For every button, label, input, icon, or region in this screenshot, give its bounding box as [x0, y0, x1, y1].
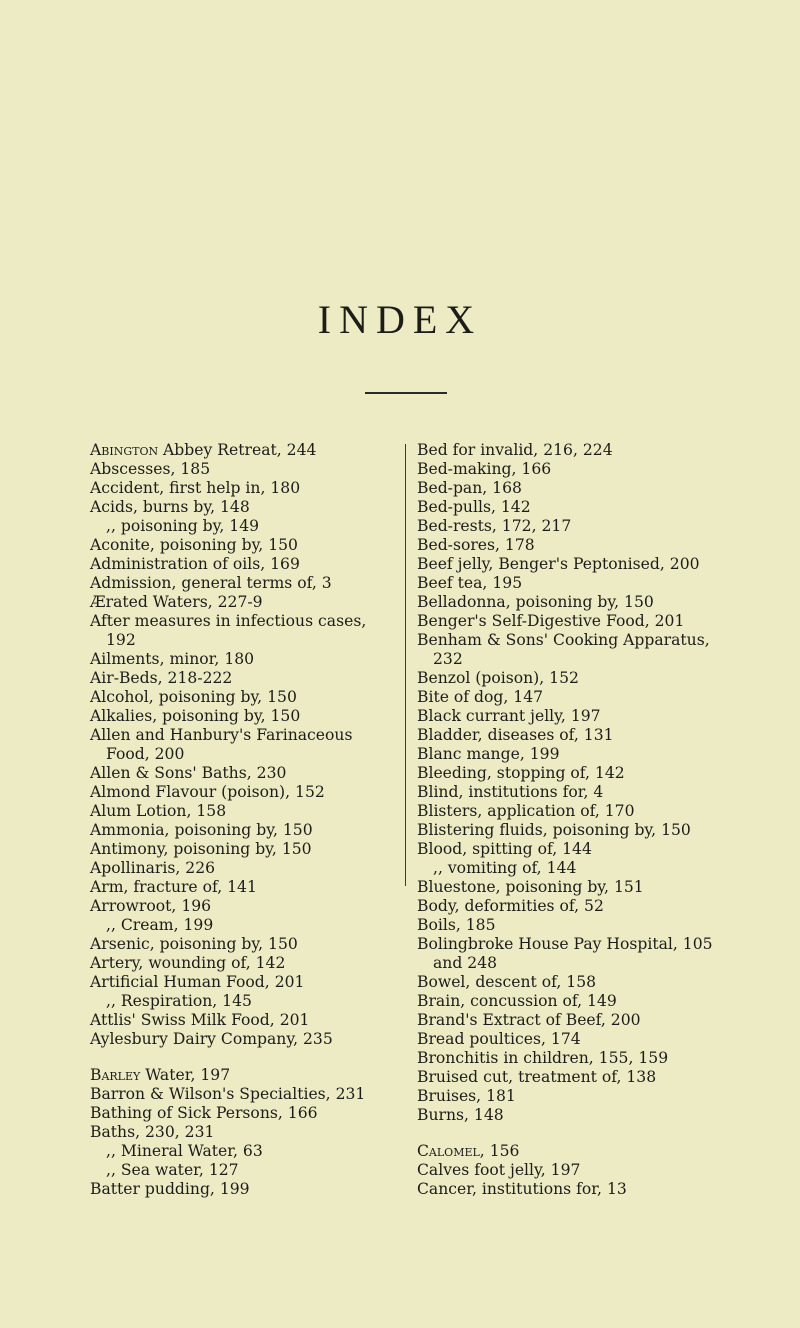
index-entry-text: Boils, 185 [417, 916, 496, 934]
ditto-mark: ,, [106, 1142, 121, 1160]
index-entry [90, 650, 390, 669]
index-entry-text: Respiration, 145 [120, 992, 252, 1010]
index-entry-text: Arsenic, poisoning by, 150 [90, 935, 298, 953]
index-entry-text: Admission, general terms of, 3 [90, 574, 332, 592]
index-entry [90, 821, 390, 840]
index-entry [417, 821, 717, 840]
index-entry [417, 669, 717, 688]
index-entry [90, 555, 390, 574]
column-divider [405, 444, 406, 886]
index-entry [417, 536, 717, 555]
index-entry-text: Bed-pan, 168 [417, 479, 522, 497]
index-entry [417, 1106, 717, 1125]
index-entry [417, 1180, 717, 1199]
ditto-mark: ,, [106, 1161, 121, 1179]
index-entry [417, 1030, 717, 1049]
index-entry [417, 764, 717, 783]
index-entry [417, 878, 717, 897]
index-entry-text: Brain, concussion of, 149 [417, 992, 617, 1010]
index-entry [90, 916, 390, 935]
index-entry [90, 669, 390, 688]
index-entry [90, 726, 390, 764]
index-entry-text: After measures in infectious cases, 192 [90, 612, 367, 649]
index-entry [90, 498, 390, 517]
index-entry [90, 574, 390, 593]
ditto-mark: ,, [433, 859, 448, 877]
index-entry [90, 593, 390, 612]
index-entry [90, 1142, 390, 1161]
index-entry-text: Bed for invalid, 216, 224 [417, 441, 613, 459]
index-entry [90, 1030, 390, 1049]
index-entry [417, 1049, 717, 1068]
index-entry [90, 1161, 390, 1180]
index-entry-text: Apollinaris, 226 [90, 859, 216, 877]
index-entry [90, 1104, 390, 1123]
index-entry-text: Attlis' Swiss Milk Food, 201 [90, 1011, 310, 1029]
index-entry [417, 745, 717, 764]
index-entry-text: Arrowroot, 196 [90, 897, 212, 915]
index-entry [90, 517, 390, 536]
index-entry-text: Benham & Sons' Cooking Apparatus, 232 [417, 631, 710, 668]
index-entry-text: vomiting of, 144 [447, 859, 577, 877]
index-entry [90, 859, 390, 878]
index-entry [417, 916, 717, 935]
index-entry-text: Bite of dog, 147 [417, 688, 544, 706]
index-entry-text: Alcohol, poisoning by, 150 [90, 688, 297, 706]
index-entry-text: Almond Flavour (poison), 152 [90, 783, 325, 801]
index-entry [417, 840, 717, 859]
index-entry-text: Cream, 199 [120, 916, 214, 934]
index-entry-text: Abbey Retreat, 244 [158, 441, 317, 459]
index-entry-text: Allen and Hanbury's Farinaceous Food, 200 [90, 726, 353, 763]
index-entry [417, 574, 717, 593]
index-entry [417, 935, 717, 973]
index-entry-text: Aylesbury Dairy Company, 235 [90, 1030, 333, 1048]
index-entry-text: Bed-rests, 172, 217 [417, 517, 572, 535]
index-entry-text: Ailments, minor, 180 [90, 650, 255, 668]
index-entry [90, 460, 390, 479]
index-entry [417, 479, 717, 498]
index-entry-text: Air-Beds, 218-222 [90, 669, 233, 687]
index-entry [417, 783, 717, 802]
index-entry [90, 1085, 390, 1104]
index-entry-text: Water, 197 [140, 1066, 231, 1084]
index-entry [90, 441, 390, 460]
index-entry [417, 973, 717, 992]
index-entry [417, 631, 717, 669]
index-entry-text: Benger's Self-Digestive Food, 201 [417, 612, 685, 630]
index-entry [90, 1066, 390, 1085]
index-entry [417, 1142, 717, 1161]
index-entry [417, 1161, 717, 1180]
index-entry [90, 1011, 390, 1030]
index-entry-text: Bread poultices, 174 [417, 1030, 581, 1048]
index-entry-text: Artificial Human Food, 201 [90, 973, 305, 991]
index-entry-text: Bluestone, poisoning by, 151 [417, 878, 644, 896]
index-entry [90, 954, 390, 973]
index-entry [90, 973, 390, 992]
index-entry-text: Bowel, descent of, 158 [417, 973, 597, 991]
index-entry [90, 840, 390, 859]
index-entry [90, 802, 390, 821]
index-entry-text: Sea water, 127 [120, 1161, 239, 1179]
index-entry-text: Belladonna, poisoning by, 150 [417, 593, 654, 611]
index-entry [417, 441, 717, 460]
index-entry [417, 992, 717, 1011]
index-entry [417, 726, 717, 745]
index-entry [417, 802, 717, 821]
index-entry-text: Bruised cut, treatment of, 138 [417, 1068, 657, 1086]
index-entry [90, 536, 390, 555]
index-entry [90, 688, 390, 707]
index-entry-text: Beef tea, 195 [417, 574, 523, 592]
index-entry-text: Alum Lotion, 158 [90, 802, 227, 820]
index-entry-text: Beef jelly, Benger's Peptonised, 200 [417, 555, 700, 573]
index-column-left [90, 441, 390, 1199]
title-rule [365, 392, 447, 394]
index-entry [417, 612, 717, 631]
index-entry-text: Aconite, poisoning by, 150 [90, 536, 298, 554]
index-entry-text: Bed-making, 166 [417, 460, 552, 478]
page-title: INDEX [317, 297, 483, 342]
index-entry-lead: Abington [90, 441, 159, 459]
index-entry [417, 859, 717, 878]
index-entry [90, 707, 390, 726]
index-entry-text: poisoning by, 149 [120, 517, 260, 535]
index-entry-lead: Calomel [417, 1142, 480, 1160]
index-entry [417, 1068, 717, 1087]
index-entry-text: Arm, fracture of, 141 [90, 878, 257, 896]
index-entry [90, 764, 390, 783]
index-entry-text: Blood, spitting of, 144 [417, 840, 592, 858]
index-entry [90, 479, 390, 498]
index-entry [417, 460, 717, 479]
index-entry-text: Batter pudding, 199 [90, 1180, 250, 1198]
ditto-mark: ,, [106, 517, 121, 535]
ditto-mark: ,, [106, 916, 121, 934]
index-entry-text: Ammonia, poisoning by, 150 [90, 821, 313, 839]
index-entry-text: Bleeding, stopping of, 142 [417, 764, 625, 782]
index-entry [417, 555, 717, 574]
index-entry [90, 783, 390, 802]
index-entry [90, 935, 390, 954]
index-entry-text: Bolingbroke House Pay Hospital, 105 and 248 [417, 935, 713, 972]
index-column-right [417, 441, 717, 1199]
index-entry-text: Bathing of Sick Persons, 166 [90, 1104, 318, 1122]
index-entry [417, 707, 717, 726]
index-entry [90, 612, 390, 650]
index-entry-text: Bed-sores, 178 [417, 536, 535, 554]
index-entry [417, 897, 717, 916]
index-entry [90, 992, 390, 1011]
index-entry [417, 498, 717, 517]
index-entry-text: Alkalies, poisoning by, 150 [90, 707, 301, 725]
index-entry [417, 688, 717, 707]
index-entry-text: Administration of oils, 169 [90, 555, 300, 573]
index-entry-text: Bronchitis in children, 155, 159 [417, 1049, 669, 1067]
index-entry-text: Barron & Wilson's Specialties, 231 [90, 1085, 366, 1103]
index-entry-text: Calves foot jelly, 197 [417, 1161, 581, 1179]
index-entry [90, 897, 390, 916]
index-entry-text: Bladder, diseases of, 131 [417, 726, 614, 744]
index-entry [417, 593, 717, 612]
index-entry-text: Black currant jelly, 197 [417, 707, 601, 725]
index-entry-text: Bed-pulls, 142 [417, 498, 531, 516]
ditto-mark: ,, [106, 992, 121, 1010]
index-entry-text: Artery, wounding of, 142 [90, 954, 286, 972]
index-entry-text: Blind, institutions for, 4 [417, 783, 604, 801]
index-entry-text: Ærated Waters, 227-9 [90, 593, 263, 611]
index-entry [417, 1011, 717, 1030]
index-entry-text: Bruises, 181 [417, 1087, 516, 1105]
index-entry [417, 517, 717, 536]
index-entry [417, 1087, 717, 1106]
index-entry-text: Cancer, institutions for, 13 [417, 1180, 627, 1198]
index-entry-text: Allen & Sons' Baths, 230 [90, 764, 287, 782]
index-entry [90, 878, 390, 897]
index-entry-text: Burns, 148 [417, 1106, 504, 1124]
index-entry-text: , 156 [479, 1142, 520, 1160]
index-entry-text: Baths, 230, 231 [90, 1123, 215, 1141]
index-entry-text: Brand's Extract of Beef, 200 [417, 1011, 641, 1029]
index-entry-text: Accident, first help in, 180 [90, 479, 301, 497]
index-entry-text: Blanc mange, 199 [417, 745, 560, 763]
index-entry-text: Mineral Water, 63 [120, 1142, 263, 1160]
index-entry-text: Body, deformities of, 52 [417, 897, 604, 915]
index-entry-text: Abscesses, 185 [90, 460, 211, 478]
index-entry-lead: Barley [90, 1066, 141, 1084]
index-entry-text: Benzol (poison), 152 [417, 669, 579, 687]
index-entry-text: Blistering fluids, poisoning by, 150 [417, 821, 691, 839]
index-entry-text: Antimony, poisoning by, 150 [90, 840, 312, 858]
index-entry [90, 1123, 390, 1142]
index-entry-text: Blisters, application of, 170 [417, 802, 635, 820]
index-entry-text: Acids, burns by, 148 [90, 498, 250, 516]
index-entry [90, 1180, 390, 1199]
